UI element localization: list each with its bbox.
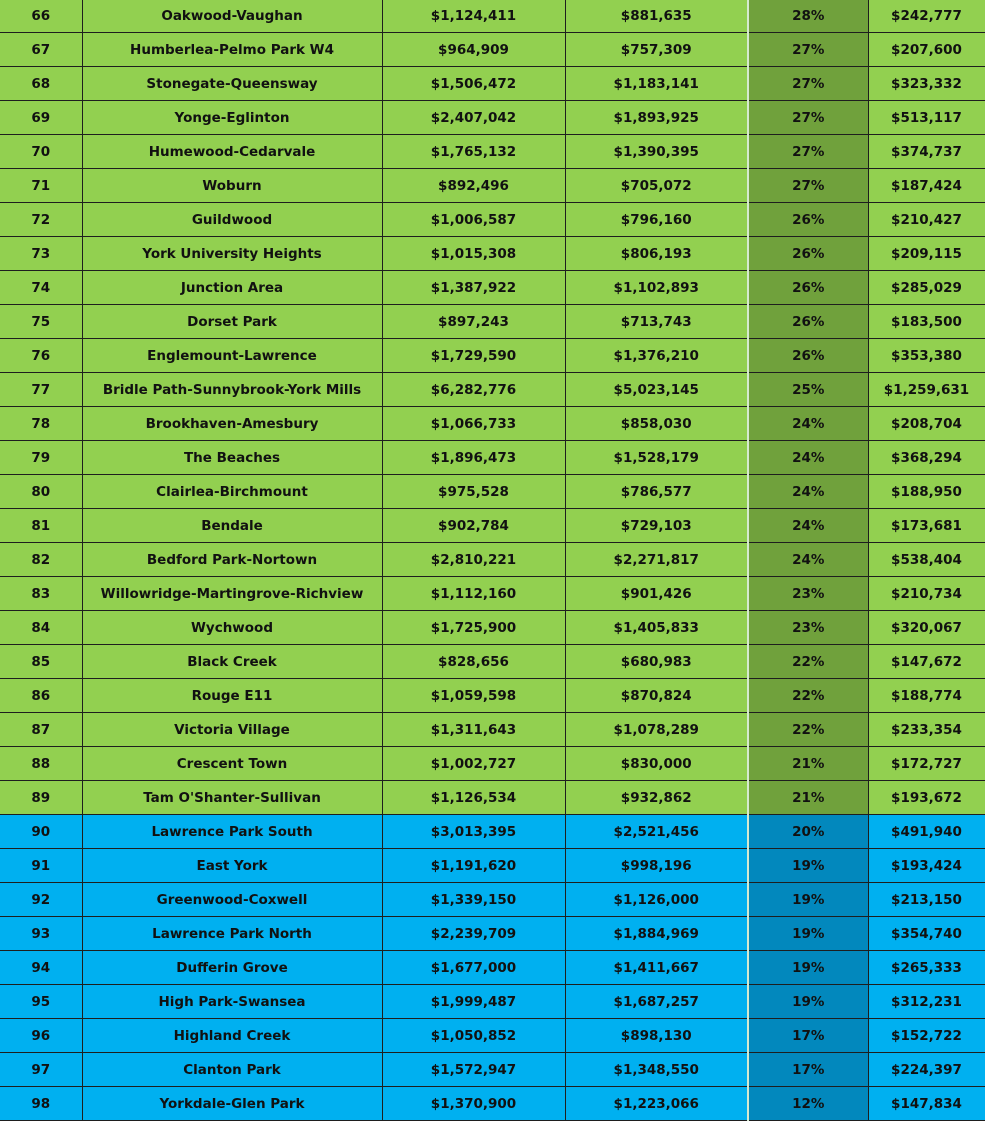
percent-change-cell[interactable]: 19% — [748, 951, 868, 985]
price-previous-cell[interactable]: $1,223,066 — [565, 1087, 748, 1121]
price-difference-cell[interactable]: $183,500 — [868, 305, 985, 339]
price-difference-cell[interactable]: $285,029 — [868, 271, 985, 305]
price-current-cell[interactable]: $1,126,534 — [382, 781, 565, 815]
percent-change-cell[interactable]: 22% — [748, 679, 868, 713]
price-previous-cell[interactable]: $932,862 — [565, 781, 748, 815]
price-previous-cell[interactable]: $1,411,667 — [565, 951, 748, 985]
table-row — [0, 815, 985, 849]
price-previous-cell[interactable]: $1,376,210 — [565, 339, 748, 373]
neighbourhood-cell[interactable]: Willowridge-Martingrove-Richview — [82, 577, 382, 611]
percent-change-cell[interactable]: 26% — [748, 237, 868, 271]
neighbourhood-cell[interactable]: Humberlea-Pelmo Park W4 — [82, 33, 382, 67]
rank-cell[interactable]: 89 — [0, 781, 82, 815]
price-difference-cell[interactable]: $224,397 — [868, 1053, 985, 1087]
rank-cell[interactable]: 81 — [0, 509, 82, 543]
percent-change-cell[interactable]: 26% — [748, 203, 868, 237]
rank-cell[interactable]: 93 — [0, 917, 82, 951]
price-difference-cell[interactable]: $320,067 — [868, 611, 985, 645]
neighbourhood-cell[interactable]: Wychwood — [82, 611, 382, 645]
price-difference-cell[interactable]: $210,734 — [868, 577, 985, 611]
percent-change-cell[interactable]: 19% — [748, 849, 868, 883]
price-previous-cell[interactable]: $898,130 — [565, 1019, 748, 1053]
price-previous-cell[interactable]: $998,196 — [565, 849, 748, 883]
percent-change-cell[interactable]: 26% — [748, 339, 868, 373]
neighbourhood-cell[interactable]: Yonge-Eglinton — [82, 101, 382, 135]
table-row — [0, 237, 985, 271]
price-current-cell[interactable]: $2,239,709 — [382, 917, 565, 951]
price-current-cell[interactable]: $1,191,620 — [382, 849, 565, 883]
price-previous-cell[interactable]: $1,390,395 — [565, 135, 748, 169]
percent-change-cell[interactable]: 24% — [748, 543, 868, 577]
price-current-cell[interactable]: $2,810,221 — [382, 543, 565, 577]
percent-change-cell[interactable]: 23% — [748, 577, 868, 611]
price-difference-cell[interactable]: $188,774 — [868, 679, 985, 713]
table-row — [0, 373, 985, 407]
price-current-cell[interactable]: $1,015,308 — [382, 237, 565, 271]
neighbourhood-cell[interactable]: Clanton Park — [82, 1053, 382, 1087]
percent-change-cell[interactable]: 27% — [748, 33, 868, 67]
price-difference-cell[interactable]: $207,600 — [868, 33, 985, 67]
price-current-cell[interactable]: $1,572,947 — [382, 1053, 565, 1087]
neighbourhood-cell[interactable]: Clairlea-Birchmount — [82, 475, 382, 509]
neighbourhood-cell[interactable]: Lawrence Park North — [82, 917, 382, 951]
price-difference-cell[interactable]: $210,427 — [868, 203, 985, 237]
neighbourhood-cell[interactable]: Crescent Town — [82, 747, 382, 781]
price-previous-cell[interactable]: $729,103 — [565, 509, 748, 543]
price-previous-cell[interactable]: $5,023,145 — [565, 373, 748, 407]
price-difference-cell[interactable]: $233,354 — [868, 713, 985, 747]
rank-cell[interactable]: 85 — [0, 645, 82, 679]
rank-cell[interactable]: 72 — [0, 203, 82, 237]
price-current-cell[interactable]: $3,013,395 — [382, 815, 565, 849]
rank-cell[interactable]: 77 — [0, 373, 82, 407]
neighbourhood-cell[interactable]: Bridle Path-Sunnybrook-York Mills — [82, 373, 382, 407]
neighbourhood-cell[interactable]: Woburn — [82, 169, 382, 203]
rank-cell[interactable]: 78 — [0, 407, 82, 441]
table-row — [0, 577, 985, 611]
price-difference-cell[interactable]: $208,704 — [868, 407, 985, 441]
percent-change-cell[interactable]: 21% — [748, 781, 868, 815]
neighbourhood-cell[interactable]: York University Heights — [82, 237, 382, 271]
price-previous-cell[interactable]: $881,635 — [565, 0, 748, 33]
price-difference-cell[interactable]: $538,404 — [868, 543, 985, 577]
rank-cell[interactable]: 90 — [0, 815, 82, 849]
price-previous-cell[interactable]: $806,193 — [565, 237, 748, 271]
neighbourhood-cell[interactable]: Stonegate-Queensway — [82, 67, 382, 101]
rank-cell[interactable]: 80 — [0, 475, 82, 509]
price-previous-cell[interactable]: $1,102,893 — [565, 271, 748, 305]
neighbourhood-cell[interactable]: Highland Creek — [82, 1019, 382, 1053]
price-difference-cell[interactable]: $323,332 — [868, 67, 985, 101]
price-difference-cell[interactable]: $187,424 — [868, 169, 985, 203]
table-row — [0, 101, 985, 135]
percent-change-cell[interactable]: 17% — [748, 1053, 868, 1087]
percent-change-cell[interactable]: 24% — [748, 509, 868, 543]
rank-cell[interactable]: 92 — [0, 883, 82, 917]
price-difference-cell[interactable]: $368,294 — [868, 441, 985, 475]
percent-change-cell[interactable]: 19% — [748, 917, 868, 951]
percent-change-cell[interactable]: 19% — [748, 883, 868, 917]
table-row — [0, 1087, 985, 1121]
rank-cell[interactable]: 97 — [0, 1053, 82, 1087]
price-current-cell[interactable]: $1,765,132 — [382, 135, 565, 169]
table-row — [0, 169, 985, 203]
rank-cell[interactable]: 79 — [0, 441, 82, 475]
price-difference-cell[interactable]: $147,672 — [868, 645, 985, 679]
table-row — [0, 849, 985, 883]
price-previous-cell[interactable]: $1,078,289 — [565, 713, 748, 747]
table-row — [0, 713, 985, 747]
rank-cell[interactable]: 67 — [0, 33, 82, 67]
percent-change-cell[interactable]: 12% — [748, 1087, 868, 1121]
rank-cell[interactable]: 66 — [0, 0, 82, 33]
table-row — [0, 985, 985, 1019]
neighbourhood-cell[interactable]: Black Creek — [82, 645, 382, 679]
price-difference-cell[interactable]: $188,950 — [868, 475, 985, 509]
percent-change-cell[interactable]: 24% — [748, 475, 868, 509]
price-current-cell[interactable]: $1,112,160 — [382, 577, 565, 611]
price-previous-cell[interactable]: $1,687,257 — [565, 985, 748, 1019]
neighbourhood-cell[interactable]: Brookhaven-Amesbury — [82, 407, 382, 441]
price-difference-cell[interactable]: $173,681 — [868, 509, 985, 543]
table-row — [0, 33, 985, 67]
price-current-cell[interactable]: $6,282,776 — [382, 373, 565, 407]
neighbourhood-cell[interactable]: Dufferin Grove — [82, 951, 382, 985]
percent-change-cell[interactable]: 22% — [748, 645, 868, 679]
rank-cell[interactable]: 91 — [0, 849, 82, 883]
price-previous-cell[interactable]: $680,983 — [565, 645, 748, 679]
table-row — [0, 611, 985, 645]
rank-cell[interactable]: 87 — [0, 713, 82, 747]
rank-cell[interactable]: 71 — [0, 169, 82, 203]
neighbourhood-cell[interactable]: Tam O'Shanter-Sullivan — [82, 781, 382, 815]
percent-change-cell[interactable]: 27% — [748, 135, 868, 169]
price-current-cell[interactable]: $897,243 — [382, 305, 565, 339]
table-row — [0, 339, 985, 373]
percent-change-cell[interactable]: 19% — [748, 985, 868, 1019]
percent-change-cell[interactable]: 23% — [748, 611, 868, 645]
neighbourhood-cell[interactable]: Englemount-Lawrence — [82, 339, 382, 373]
percent-change-cell[interactable]: 27% — [748, 101, 868, 135]
percent-change-cell[interactable]: 26% — [748, 271, 868, 305]
table-row — [0, 747, 985, 781]
percent-change-cell[interactable]: 28% — [748, 0, 868, 33]
table-row — [0, 475, 985, 509]
price-previous-cell[interactable]: $1,893,925 — [565, 101, 748, 135]
table-row — [0, 645, 985, 679]
price-difference-cell[interactable]: $172,727 — [868, 747, 985, 781]
price-current-cell[interactable]: $1,387,922 — [382, 271, 565, 305]
table-row — [0, 305, 985, 339]
price-current-cell[interactable]: $964,909 — [382, 33, 565, 67]
price-previous-cell[interactable]: $705,072 — [565, 169, 748, 203]
price-difference-cell[interactable]: $312,231 — [868, 985, 985, 1019]
neighbourhood-cell[interactable]: Bendale — [82, 509, 382, 543]
price-current-cell[interactable]: $975,528 — [382, 475, 565, 509]
table-row — [0, 509, 985, 543]
rank-cell[interactable]: 69 — [0, 101, 82, 135]
rank-cell[interactable]: 83 — [0, 577, 82, 611]
table-row — [0, 441, 985, 475]
price-current-cell[interactable]: $1,311,643 — [382, 713, 565, 747]
table-row — [0, 917, 985, 951]
price-previous-cell[interactable]: $870,824 — [565, 679, 748, 713]
price-current-cell[interactable]: $828,656 — [382, 645, 565, 679]
neighbourhood-cell[interactable]: East York — [82, 849, 382, 883]
table-row — [0, 203, 985, 237]
neighbourhood-cell[interactable]: Oakwood-Vaughan — [82, 0, 382, 33]
percent-change-cell[interactable]: 24% — [748, 441, 868, 475]
price-difference-cell[interactable]: $374,737 — [868, 135, 985, 169]
price-previous-cell[interactable]: $2,271,817 — [565, 543, 748, 577]
table-row — [0, 543, 985, 577]
table-row — [0, 1053, 985, 1087]
price-difference-cell[interactable]: $209,115 — [868, 237, 985, 271]
neighbourhood-cell[interactable]: Rouge E11 — [82, 679, 382, 713]
price-previous-cell[interactable]: $901,426 — [565, 577, 748, 611]
neighbourhood-cell[interactable]: Lawrence Park South — [82, 815, 382, 849]
neighbourhood-cell[interactable]: Yorkdale-Glen Park — [82, 1087, 382, 1121]
neighbourhood-cell[interactable]: Greenwood-Coxwell — [82, 883, 382, 917]
price-previous-cell[interactable]: $2,521,456 — [565, 815, 748, 849]
rank-cell[interactable]: 94 — [0, 951, 82, 985]
price-current-cell[interactable]: $1,370,900 — [382, 1087, 565, 1121]
percent-change-cell[interactable]: 24% — [748, 407, 868, 441]
rank-cell[interactable]: 88 — [0, 747, 82, 781]
price-previous-cell[interactable]: $1,126,000 — [565, 883, 748, 917]
table-row — [0, 271, 985, 305]
rank-cell[interactable]: 70 — [0, 135, 82, 169]
price-current-cell[interactable]: $1,339,150 — [382, 883, 565, 917]
percent-change-cell[interactable]: 17% — [748, 1019, 868, 1053]
table-row — [0, 781, 985, 815]
price-previous-cell[interactable]: $1,528,179 — [565, 441, 748, 475]
price-current-cell[interactable]: $902,784 — [382, 509, 565, 543]
table-row — [0, 883, 985, 917]
neighbourhood-cell[interactable]: High Park-Swansea — [82, 985, 382, 1019]
price-previous-cell[interactable]: $786,577 — [565, 475, 748, 509]
table-row — [0, 0, 985, 33]
percent-change-cell[interactable]: 27% — [748, 169, 868, 203]
price-current-cell[interactable]: $1,066,733 — [382, 407, 565, 441]
price-current-cell[interactable]: $1,506,472 — [382, 67, 565, 101]
rank-cell[interactable]: 75 — [0, 305, 82, 339]
percent-change-cell[interactable]: 27% — [748, 67, 868, 101]
table-row — [0, 135, 985, 169]
neighbourhood-cell[interactable]: Dorset Park — [82, 305, 382, 339]
table-row — [0, 67, 985, 101]
price-current-cell[interactable]: $1,999,487 — [382, 985, 565, 1019]
price-difference-cell[interactable]: $265,333 — [868, 951, 985, 985]
price-current-cell[interactable]: $1,059,598 — [382, 679, 565, 713]
table-row — [0, 407, 985, 441]
price-current-cell[interactable]: $892,496 — [382, 169, 565, 203]
price-difference-cell[interactable]: $353,380 — [868, 339, 985, 373]
price-difference-cell[interactable]: $213,150 — [868, 883, 985, 917]
price-current-cell[interactable]: $1,002,727 — [382, 747, 565, 781]
neighbourhood-cell[interactable]: Bedford Park-Nortown — [82, 543, 382, 577]
rank-cell[interactable]: 96 — [0, 1019, 82, 1053]
percent-change-cell[interactable]: 21% — [748, 747, 868, 781]
price-previous-cell[interactable]: $1,405,833 — [565, 611, 748, 645]
table-row — [0, 1019, 985, 1053]
rank-cell[interactable]: 95 — [0, 985, 82, 1019]
price-previous-cell[interactable]: $1,884,969 — [565, 917, 748, 951]
price-difference-cell[interactable]: $354,740 — [868, 917, 985, 951]
price-current-cell[interactable]: $1,006,587 — [382, 203, 565, 237]
neighbourhood-cell[interactable]: Victoria Village — [82, 713, 382, 747]
price-current-cell[interactable]: $1,124,411 — [382, 0, 565, 33]
price-current-cell[interactable]: $1,729,590 — [382, 339, 565, 373]
rank-cell[interactable]: 68 — [0, 67, 82, 101]
neighbourhood-cell[interactable]: Guildwood — [82, 203, 382, 237]
table-row — [0, 951, 985, 985]
table-row — [0, 679, 985, 713]
rank-cell[interactable]: 98 — [0, 1087, 82, 1121]
price-difference-cell[interactable]: $193,672 — [868, 781, 985, 815]
price-current-cell[interactable]: $1,677,000 — [382, 951, 565, 985]
price-difference-cell[interactable]: $242,777 — [868, 0, 985, 33]
price-current-cell[interactable]: $2,407,042 — [382, 101, 565, 135]
price-difference-cell[interactable]: $1,259,631 — [868, 373, 985, 407]
price-difference-cell[interactable]: $193,424 — [868, 849, 985, 883]
price-previous-cell[interactable]: $713,743 — [565, 305, 748, 339]
price-previous-cell[interactable]: $1,183,141 — [565, 67, 748, 101]
price-current-cell[interactable]: $1,725,900 — [382, 611, 565, 645]
percent-change-cell[interactable]: 22% — [748, 713, 868, 747]
percent-change-cell[interactable]: 25% — [748, 373, 868, 407]
percent-change-cell[interactable]: 26% — [748, 305, 868, 339]
rank-cell[interactable]: 82 — [0, 543, 82, 577]
rank-cell[interactable]: 76 — [0, 339, 82, 373]
price-previous-cell[interactable]: $830,000 — [565, 747, 748, 781]
neighbourhood-cell[interactable]: The Beaches — [82, 441, 382, 475]
price-previous-cell[interactable]: $796,160 — [565, 203, 748, 237]
rank-cell[interactable]: 86 — [0, 679, 82, 713]
rank-cell[interactable]: 73 — [0, 237, 82, 271]
price-difference-cell[interactable]: $513,117 — [868, 101, 985, 135]
price-current-cell[interactable]: $1,896,473 — [382, 441, 565, 475]
price-current-cell[interactable]: $1,050,852 — [382, 1019, 565, 1053]
price-difference-cell[interactable]: $152,722 — [868, 1019, 985, 1053]
percent-change-cell[interactable]: 20% — [748, 815, 868, 849]
price-previous-cell[interactable]: $1,348,550 — [565, 1053, 748, 1087]
rank-cell[interactable]: 74 — [0, 271, 82, 305]
price-previous-cell[interactable]: $757,309 — [565, 33, 748, 67]
price-difference-cell[interactable]: $491,940 — [868, 815, 985, 849]
neighbourhood-cell[interactable]: Humewood-Cedarvale — [82, 135, 382, 169]
price-difference-cell[interactable]: $147,834 — [868, 1087, 985, 1121]
rank-cell[interactable]: 84 — [0, 611, 82, 645]
neighbourhood-cell[interactable]: Junction Area — [82, 271, 382, 305]
price-previous-cell[interactable]: $858,030 — [565, 407, 748, 441]
